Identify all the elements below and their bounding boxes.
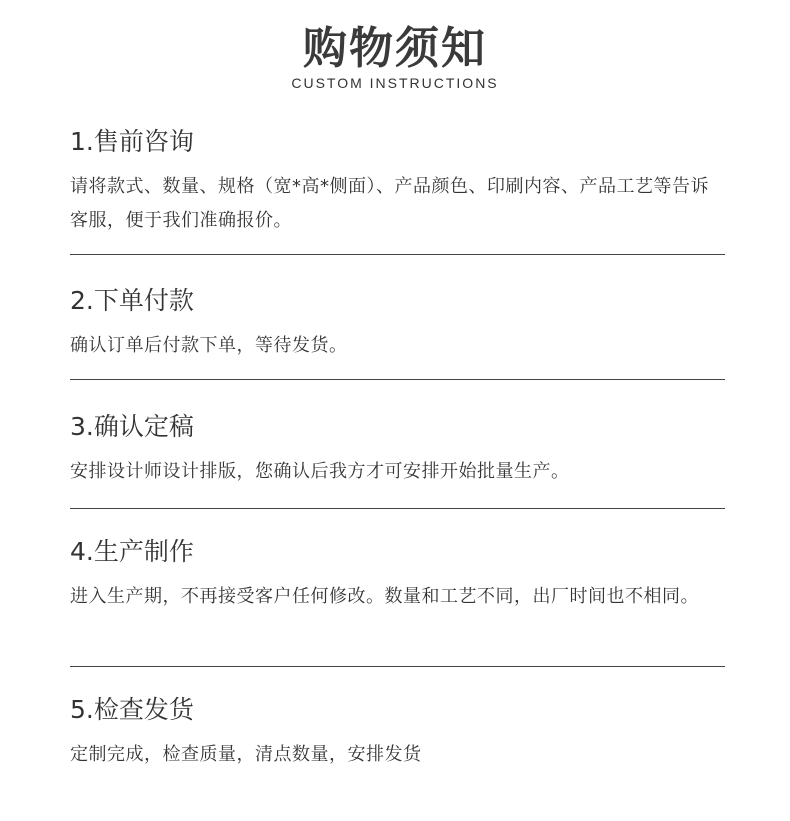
section-heading: 3.确认定稿 [70,412,194,441]
page-subtitle: CUSTOM INSTRUCTIONS [291,75,499,91]
section-order-payment [70,285,725,363]
section-heading: 1.售前咨询 [70,127,194,156]
section-body: 定制完成，检查质量，清点数量，安排发货 [70,744,422,765]
section-heading: 5.检查发货 [70,695,194,724]
section-confirm-design [70,411,725,489]
section-body: 安排设计师设计排版，您确认后我方才可安排开始批量生产。 [70,461,570,482]
section-divider [70,379,725,380]
section-body: 进入生产期，不再接受客户任何修改。数量和工艺不同，出厂时间也不相同。 [70,586,699,607]
section-divider [70,508,725,509]
section-divider [70,254,725,255]
section-production [70,536,725,614]
page-title: 购物须知 [303,23,487,74]
section-divider [70,666,725,667]
section-pre-sale-consultation [70,126,725,238]
section-body: 请将款式、数量、规格（宽*高*侧面）、产品颜色、印刷内容、产品工艺等告诉客服，便于我们准确报价。 [70,176,709,231]
section-heading: 2.下单付款 [70,286,194,315]
section-heading: 4.生产制作 [70,537,194,566]
section-inspection-shipping [70,694,725,772]
section-body: 确认订单后付款下单，等待发货。 [70,335,348,356]
